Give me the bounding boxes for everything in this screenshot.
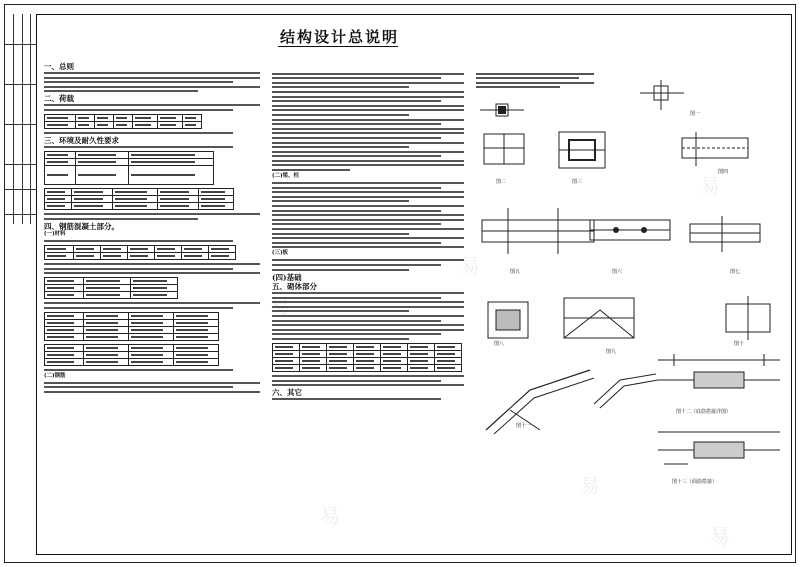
detail-figure-2 [478,128,538,178]
detail-figure-11b [590,370,660,410]
subsection-heading: (二)梁、柱 [272,173,300,180]
detail-figure-7 [686,212,766,258]
text-line [44,272,260,274]
notes-column-3 [476,70,596,91]
section-heading: 五、砌体部分 [272,281,317,291]
text-line [44,81,233,83]
watermark: 易 [270,294,290,318]
material-table [44,245,236,260]
subsection-heading: (一)材料 [44,230,66,237]
figure-label: 图五 [510,270,521,275]
text-line [44,146,233,148]
figure-label: 图一 [690,112,701,117]
figure-label: 图十三（面筋搭接） [672,480,718,485]
figure-label: 图六 [612,270,623,275]
section-heading: 二、荷载 [44,94,74,104]
figure-label: 图七 [730,270,741,275]
binding-cell [4,124,36,125]
binding-cell [4,84,36,85]
detail-figure-8 [478,296,548,346]
cover-table [44,277,178,299]
section-heading: 六、其它 [272,388,302,398]
binding-divider [13,14,14,224]
detail-figure-10 [720,296,780,342]
detail-figure-12 [654,350,784,410]
section-heading: (四)基础 [272,272,302,282]
binding-cell [4,44,36,45]
text-line [44,240,233,242]
binding-cell [4,214,36,215]
notes-column-1 [44,60,264,396]
binding-strip [4,14,36,224]
page-title: 结构设计总说明 [280,28,400,46]
figure-label: 图九 [606,350,617,355]
section-heading: 一、总则 [44,62,74,71]
detail-figure-6 [586,206,676,256]
watermark: 易 [580,474,600,498]
figure-label: 图四 [718,170,729,175]
text-line [44,72,260,74]
text-line [44,391,260,393]
section-heading: 四、钢筋混凝土部分。 [44,221,119,231]
text-line [44,77,260,79]
notes-column-2 [272,70,468,403]
figure-label: 图十 [734,342,745,347]
text-line [44,382,260,384]
anchorage-table [44,312,219,341]
figure-label: 图八 [494,342,505,347]
watermark: 易 [460,254,480,278]
title-underline [278,46,398,47]
watermark: 易 [710,524,730,548]
text-line [44,104,260,106]
binding-cell [4,164,36,165]
watermark: 易 [320,504,340,528]
lap-length-table [44,344,219,366]
binding-divider [30,14,31,224]
figure-label: 图三 [572,180,583,185]
text-line [44,86,260,88]
subsection-heading: (二)钢筋 [44,372,66,379]
detail-figure-1b [640,80,690,116]
text-line [44,268,233,270]
detail-figure-13 [654,424,784,484]
watermark: 易 [700,174,720,198]
masonry-table [272,343,462,372]
detail-figure-1 [478,98,548,128]
figure-label: 图十二（底筋搭接详图） [676,410,732,415]
binding-divider [22,14,23,224]
detail-figure-4 [676,128,756,176]
figure-label: 图二 [496,180,507,185]
text-line [44,307,233,309]
text-line [44,302,260,304]
figure-label: 图十一 [516,424,532,429]
load-table [44,114,202,129]
section-heading: 三、环境及耐久性要求 [44,135,119,145]
subsection-heading: (三)板 [272,250,289,257]
text-line [44,263,260,265]
environment-table [44,151,214,185]
binding-cell [4,189,36,190]
text-line [44,386,233,388]
text-line [44,369,233,371]
detail-figure-11 [480,360,600,440]
durability-table [44,188,234,210]
text-line [44,132,233,134]
text-line [44,213,260,215]
text-line [44,90,198,92]
text-line [44,218,198,220]
text-line [44,109,233,111]
detail-figure-3 [555,128,615,178]
detail-figure-9 [560,290,650,350]
detail-figure-5 [478,200,598,260]
